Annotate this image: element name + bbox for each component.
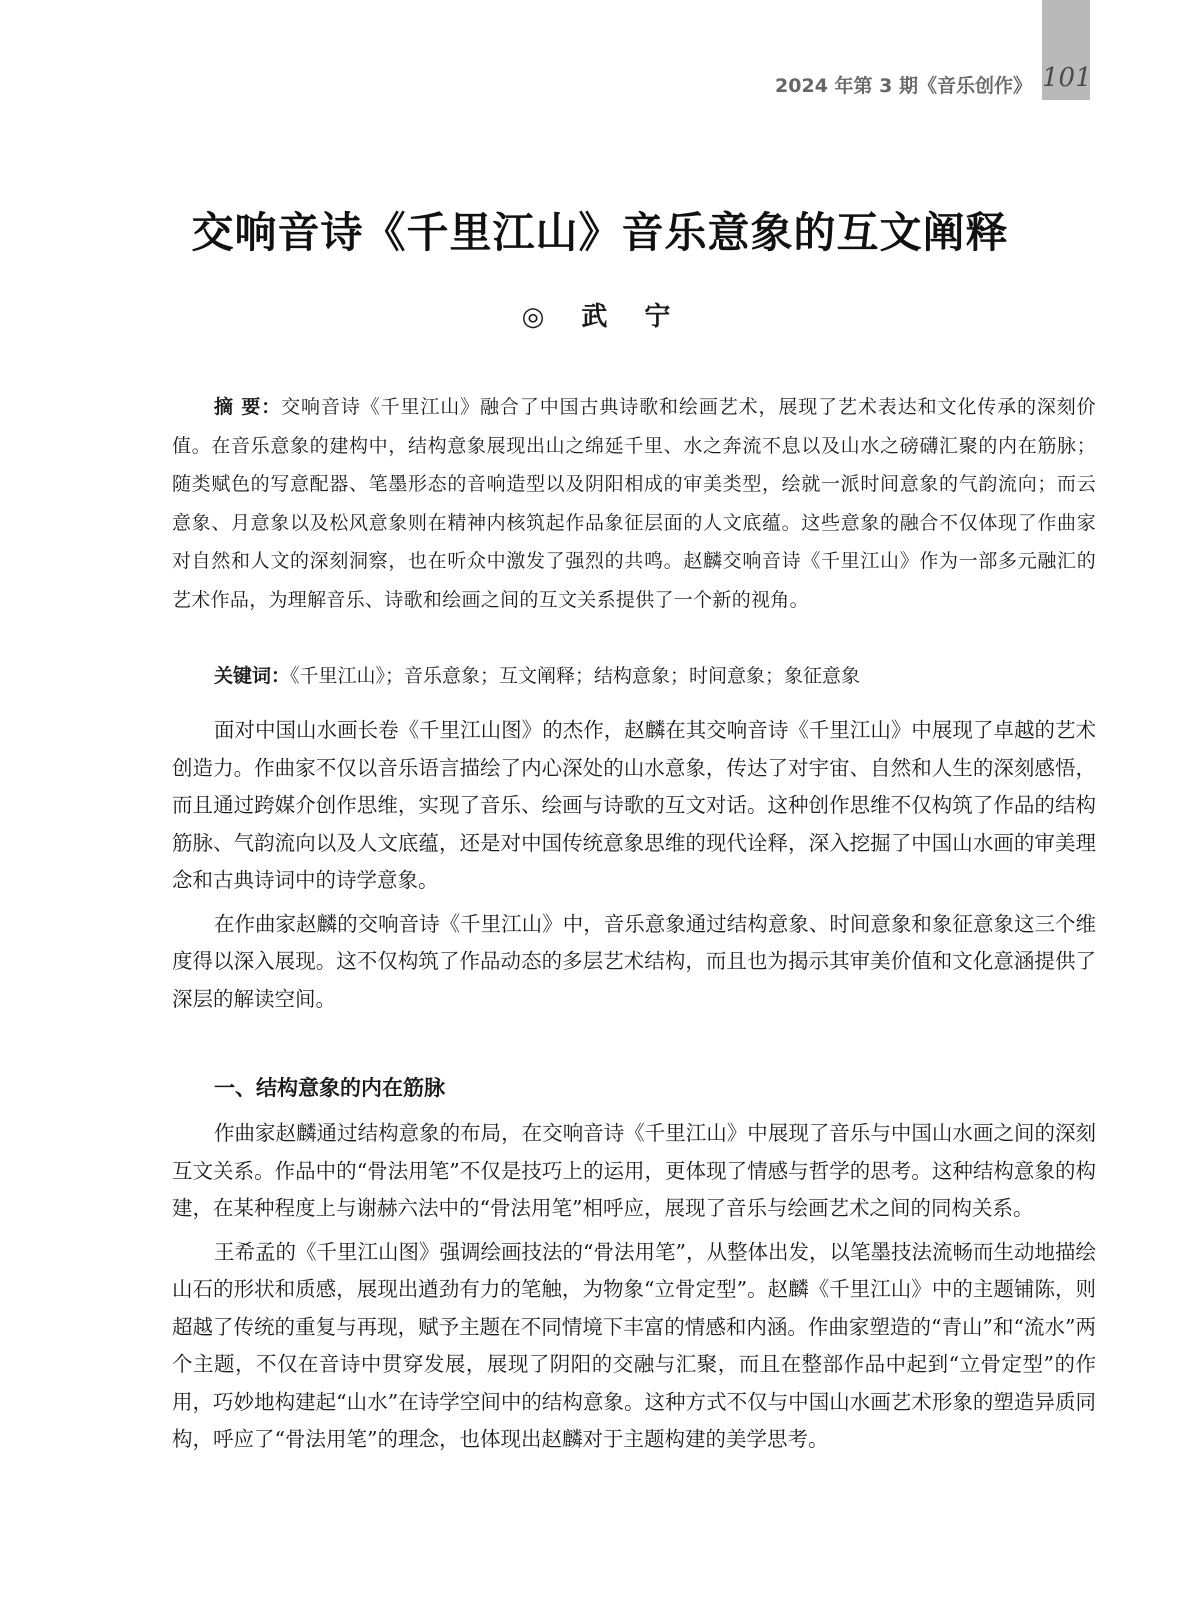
intro-paragraph-2: 在作曲家赵麟的交响音诗《千里江山》中，音乐意象通过结构意象、时间意象和象征意象这三个维度得以深入展现。这不仅构筑了作品动态的多层艺术结构，而且也为揭示其审美价值和文化意涵提供了深层的解读空间。 xyxy=(172,911,1096,1011)
article-title: 交响音诗《千里江山》音乐意象的互文阐释 xyxy=(191,208,1009,257)
journal-header: 2024 年第 3 期《音乐创作》 xyxy=(775,75,1032,97)
section-1-paragraph-2: 王希孟的《千里江山图》强调绘画技法的“骨法用笔”，从整体出发，以笔墨技法流畅而生动地描绘山石的形状和质感，展现出遒劲有力的笔触，为物象“立骨定型”。赵麟《千里江山》中的主题铺陈，则超越了传统的重复与再现，赋予主题在不同情境下丰富的情感和内涵。作曲家塑造的“青山”和“流水”两个主题，不仅在音诗中贯穿发展，展现了阴阳的交融与汇聚，而且在整部作品中起到“立骨定型”的作用，巧妙地构建起“山水”在诗学空间中的结构意象。这种方式不仅与中国山水画艺术形象的塑造异质同构，呼应了“骨法用笔”的理念，也体现出赵麟对于主题构建的美学思考。 xyxy=(172,1239,1096,1451)
author-line: ◎ 武 宁 xyxy=(521,302,679,332)
section-1-body xyxy=(172,1115,1096,1465)
page-number: 101 xyxy=(1042,63,1092,93)
keywords-text: 《千里江山》；音乐意象；互文阐释；结构意象；时间意象；象征意象 xyxy=(290,665,861,687)
intro-paragraph-1: 面对中国山水画长卷《千里江山图》的杰作，赵麟在其交响音诗《千里江山》中展现了卓越的艺术创造力。作曲家不仅以音乐语言描绘了内心深处的山水意象，传达了对宇宙、自然和人生的深刻感悟，而且通过跨媒介创作思维，实现了音乐、绘画与诗歌的互文对话。这种创作思维不仅构筑了作品的结构筋脉、气韵流向以及人文底蕴，还是对中国传统意象思维的现代诠释，深入挖掘了中国山水画的审美理念和古典诗词中的诗学意象。 xyxy=(172,718,1096,892)
abstract-text: 交响音诗《千里江山》融合了中国古典诗歌和绘画艺术，展现了艺术表达和文化传承的深刻价值。在音乐意象的建构中，结构意象展现出山之绵延千里、水之奔流不息以及山水之磅礴汇聚的内在筋脉；随类赋色的写意配器、笔墨形态的音响造型以及阴阳相成的审美类型，绘就一派时间意象的气韵流向；而云意象、月意象以及松风意象则在精神内核筑起作品象征层面的人文底蕴。这些意象的融合不仅体现了作曲家对自然和人文的深刻洞察，也在听众中激发了强烈的共鸣。赵麟交响音诗《千里江山》作为一部多元融汇的艺术作品，为理解音乐、诗歌和绘画之间的互文关系提供了一个新的视角。 xyxy=(172,396,1096,611)
intro-section xyxy=(172,712,1096,1024)
section-heading-1: 一、结构意象的内在筋脉 xyxy=(214,1076,445,1100)
abstract-label: 摘 要： xyxy=(214,396,282,418)
keywords xyxy=(172,658,1096,694)
section-1-paragraph-1: 作曲家赵麟通过结构意象的布局，在交响音诗《千里江山》中展现了音乐与中国山水画之间的深刻互文关系。作品中的“骨法用笔”不仅是技巧上的运用，更体现了情感与哲学的思考。这种结构意象的构建，在某种程度上与谢赫六法中的“骨法用笔”相呼应，展现了音乐与绘画艺术之间的同构关系。 xyxy=(172,1121,1096,1220)
keywords-label: 关键词： xyxy=(214,665,291,687)
abstract xyxy=(172,388,1096,619)
